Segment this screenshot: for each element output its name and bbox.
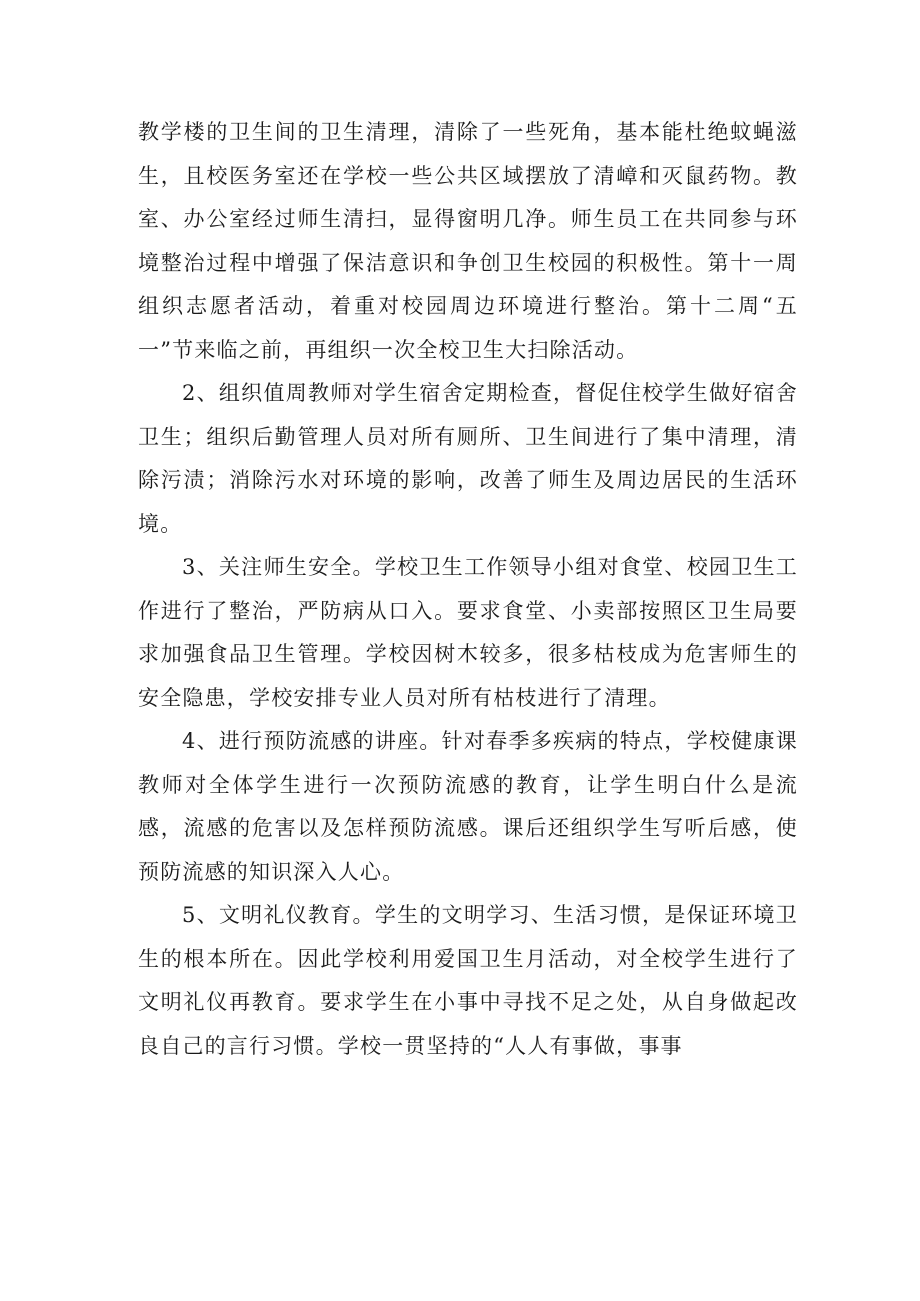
paragraph-continuation: 教学楼的卫生间的卫生清理，清除了一些死角，基本能杜绝蚊蝇滋生，且校医务室还在学校一些公共区域摆放了清嶂和灭鼠药物。教室、办公室经过师生清扫，显得窗明几净。师生员工在共同参与环境整治过程中增强了保洁意识和争创卫生校园的积极性。第十一周组织志愿者活动，着重对校园周边环境进行整治。第十二周“五一”节来临之前，再组织一次全校卫生大扫除活动。 [138, 120, 798, 362]
paragraph-item-5: 5、文明礼仪教育。学生的文明学习、生活习惯，是保证环境卫生的根本所在。因此学校利用爱国卫生月活动，对全校学生进行了文明礼仪再教育。要求学生在小事中寻找不足之处，从自身做起改良自己的言行习惯。学校一贯坚持的“人人有事做，事事 [138, 903, 798, 1058]
document-body [138, 111, 798, 1068]
paragraph-item-2: 2、组织值周教师对学生宿舍定期检查，督促住校学生做好宿舍卫生；组织后勤管理人员对所有厕所、卫生间进行了集中清理，清除污渍；消除污水对环境的影响，改善了师生及周边居民的生活环境。 [138, 381, 798, 536]
paragraph-item-3: 3、关注师生安全。学校卫生工作领导小组对食堂、校园卫生工作进行了整治，严防病从口入。要求食堂、小卖部按照区卫生局要求加强食品卫生管理。学校因树木较多，很多枯枝成为危害师生的安全隐患，学校安排专业人员对所有枯枝进行了清理。 [138, 555, 798, 710]
paragraph-item-4: 4、进行预防流感的讲座。针对春季多疾病的特点，学校健康课教师对全体学生进行一次预防流感的教育，让学生明白什么是流感，流感的危害以及怎样预防流感。课后还组织学生写听后感，使预防流感的知识深入人心。 [138, 729, 798, 884]
